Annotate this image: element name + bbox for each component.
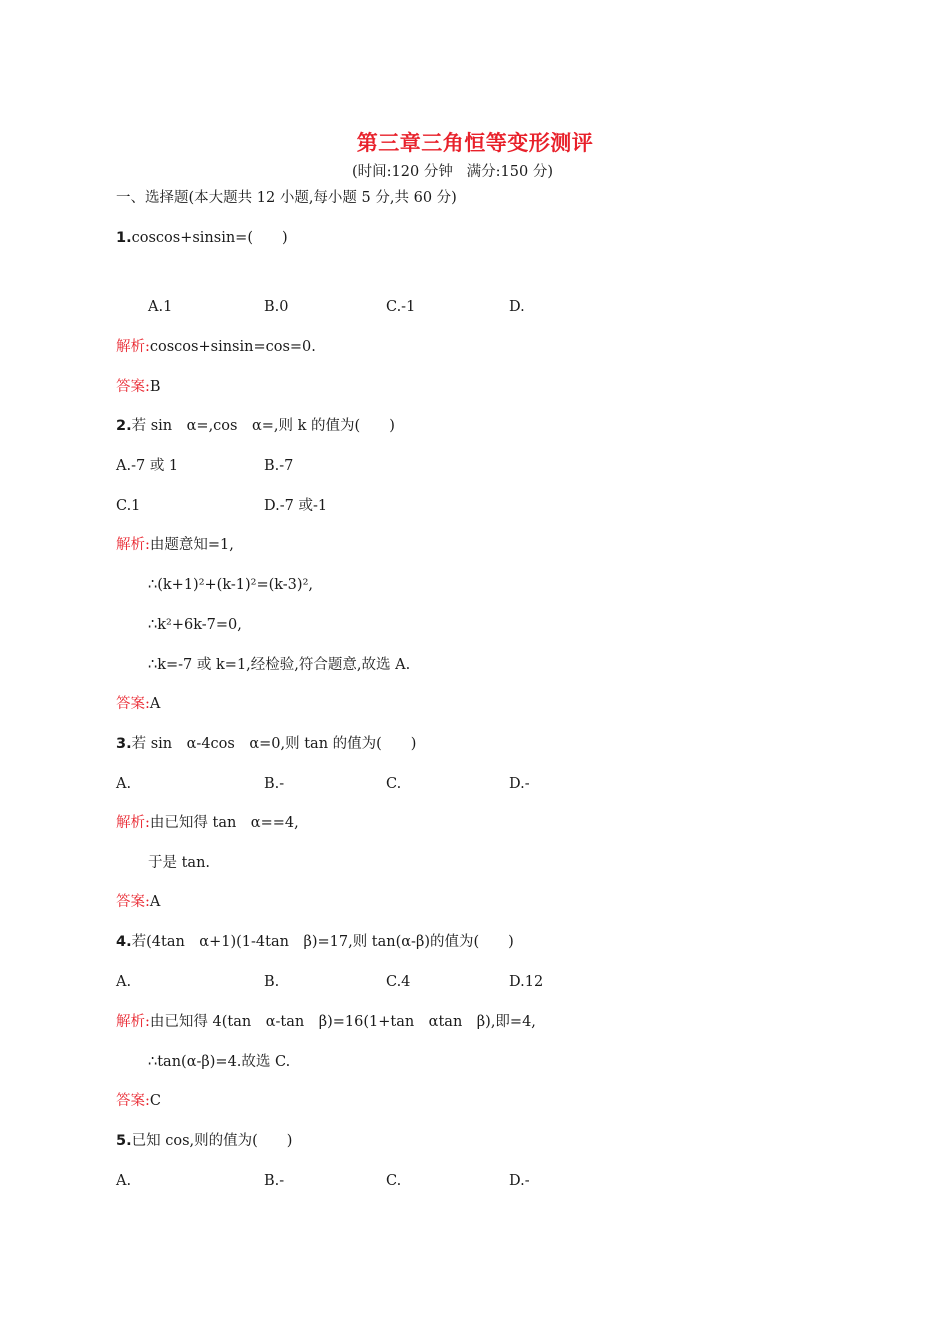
- answer-1: [116, 377, 161, 397]
- analysis-3: [116, 813, 299, 833]
- answer-label: 答案:: [116, 379, 150, 395]
- option-a: A.: [116, 1173, 132, 1189]
- page-title: 第三章三角恒等变形测评: [356, 131, 594, 155]
- option-a: A.: [116, 974, 132, 990]
- analysis-1: [116, 337, 316, 357]
- analysis-label: 解析:: [116, 537, 150, 553]
- analysis-step: ∴tan(α-β)=4.故选 C.: [148, 1054, 291, 1070]
- answer-label: 答案:: [116, 894, 150, 910]
- option-b: B.-: [264, 1173, 285, 1189]
- question-number: 3.: [116, 736, 132, 752]
- question-number: 5.: [116, 1133, 132, 1149]
- exam-info: (时间:120 分钟 满分:150 分): [352, 164, 553, 180]
- question-number: 1.: [116, 230, 132, 246]
- option-a: A.1: [148, 299, 173, 315]
- option-b: B.-: [264, 776, 285, 792]
- analysis-step: 于是 tan.: [148, 855, 211, 871]
- option-b: B.-7: [264, 458, 294, 474]
- answer-2: [116, 694, 160, 714]
- option-d: D.-: [509, 776, 530, 792]
- answer-value: B: [149, 379, 161, 395]
- answer-value: A: [149, 696, 161, 712]
- question-1: [116, 228, 288, 248]
- analysis-step: ∴(k+1)²+(k-1)²=(k-3)²,: [148, 577, 313, 593]
- question-2: [116, 416, 395, 436]
- answer-label: 答案:: [116, 1093, 150, 1109]
- option-b: B.: [264, 974, 280, 990]
- option-c: C.: [386, 1173, 402, 1189]
- answer-value: C: [149, 1093, 161, 1109]
- answer-label: 答案:: [116, 696, 150, 712]
- question-text: 若 sin α-4cos α=0,则 tan 的值为( ): [131, 736, 417, 752]
- question-text: coscos+sinsin=( ): [131, 230, 288, 246]
- question-5: [116, 1131, 292, 1151]
- option-c: C.: [386, 776, 402, 792]
- analysis-text: 由题意知=1,: [149, 537, 234, 553]
- analysis-text: 由已知得 4(tan α-tan β)=16(1+tan αtan β),即=4,: [149, 1014, 536, 1030]
- analysis-label: 解析:: [116, 339, 150, 355]
- option-d: D.-: [509, 1173, 530, 1189]
- question-4: [116, 932, 514, 952]
- answer-value: A: [149, 894, 161, 910]
- option-c: C.4: [386, 974, 411, 990]
- option-d: D.12: [509, 974, 544, 990]
- question-text: 若 sin α=,cos α=,则 k 的值为( ): [131, 418, 395, 434]
- analysis-2: [116, 535, 234, 555]
- analysis-step: ∴k=-7 或 k=1,经检验,符合题意,故选 A.: [148, 657, 411, 673]
- analysis-text: coscos+sinsin=cos=0.: [149, 339, 316, 355]
- analysis-4: [116, 1012, 536, 1032]
- analysis-label: 解析:: [116, 815, 150, 831]
- option-c: C.1: [116, 498, 141, 514]
- question-number: 4.: [116, 934, 132, 950]
- option-d: D.-7 或-1: [264, 498, 328, 514]
- analysis-step: ∴k²+6k-7=0,: [148, 617, 242, 633]
- question-text: 若(4tan α+1)(1-4tan β)=17,则 tan(α-β)的值为( ): [131, 934, 514, 950]
- option-b: B.0: [264, 299, 289, 315]
- option-a: A.: [116, 776, 132, 792]
- option-d: D.: [509, 299, 525, 315]
- option-c: C.-1: [386, 299, 416, 315]
- analysis-text: 由已知得 tan α==4,: [149, 815, 299, 831]
- answer-3: [116, 892, 160, 912]
- analysis-label: 解析:: [116, 1014, 150, 1030]
- question-text: 已知 cos,则的值为( ): [131, 1133, 293, 1149]
- answer-4: [116, 1091, 161, 1111]
- section-heading: 一、选择题(本大题共 12 小题,每小题 5 分,共 60 分): [116, 190, 457, 206]
- option-a: A.-7 或 1: [116, 458, 179, 474]
- question-3: [116, 734, 416, 754]
- question-number: 2.: [116, 418, 132, 434]
